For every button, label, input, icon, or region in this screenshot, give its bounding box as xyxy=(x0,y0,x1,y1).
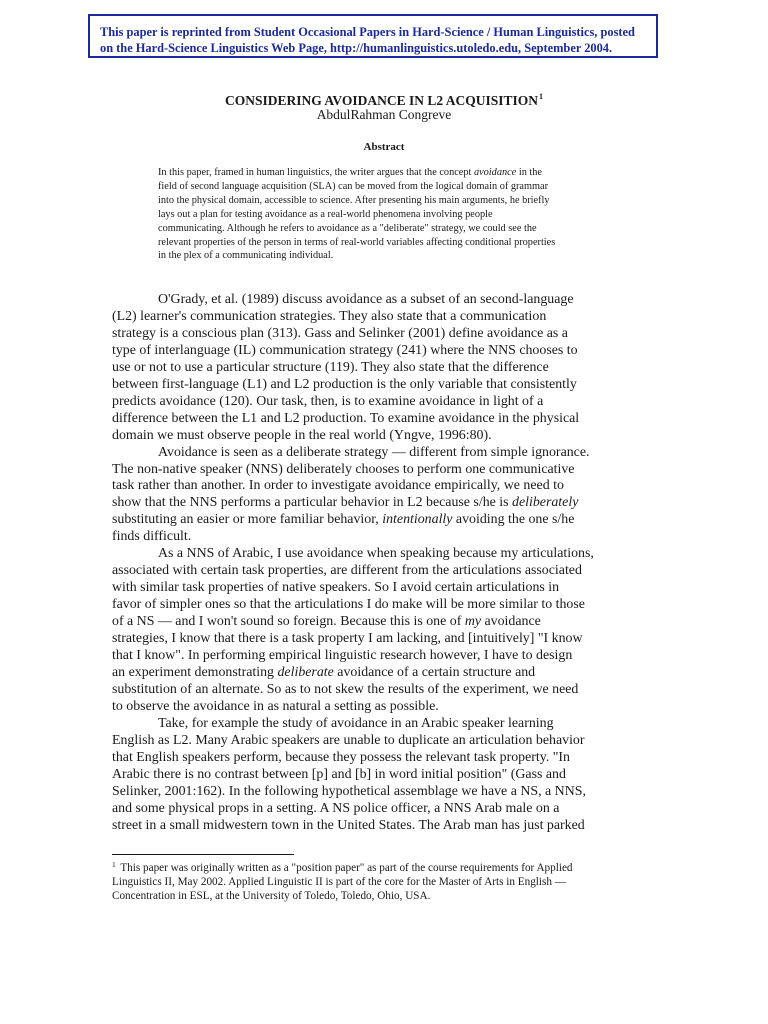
body-line: (L2) learner's communication strategies. They also state that a communication xyxy=(112,308,547,324)
footnote-line: Concentration in ESL, at the University of Toledo, Toledo, Ohio, USA. xyxy=(112,890,431,903)
abstract-line: relevant properties of the person in terms of real-world variables affecting conditional properties xyxy=(158,236,556,248)
reprint-notice-box xyxy=(88,14,658,58)
body-line: that English speakers perform, because they possess the relevant task property. "In xyxy=(112,749,571,765)
body-text xyxy=(112,292,594,835)
body-line: substituting an easier or more familiar behavior, intentionally avoiding the one s/he xyxy=(112,512,575,528)
footnote-line: Linguistics II, May 2002. Applied Linguistic II is part of the core for the Master of Arts in English — xyxy=(112,876,566,889)
abstract-line: into the physical domain, accessible to science. After presenting his main arguments, he briefly xyxy=(158,194,550,206)
abstract-line: communicating. Although he refers to avoidance as a "deliberate" strategy, we could see the xyxy=(158,222,537,234)
body-line: and some physical props in a setting. A NS police officer, a NNS Arab male on a xyxy=(112,800,560,816)
body-line: show that the NNS performs a particular behavior in L2 because s/he is deliberately xyxy=(112,495,579,511)
reprint-notice-line-2: on the Hard-Science Linguistics Web Page, http://humanlinguistics.utoledo.edu, September 2004. xyxy=(100,41,613,55)
body-line: between first-language (L1) and L2 production is the only variable that consistently xyxy=(112,376,577,392)
title-footnote-marker: 1 xyxy=(539,92,544,101)
body-line: strategy is a conscious plan (313). Gass and Selinker (2001) define avoidance as a xyxy=(112,325,568,341)
body-line: of a NS — and I won't sound so foreign. Because this is one of my avoidance xyxy=(112,614,541,630)
abstract-line: lays out a plan for testing avoidance as a real-world phenomena involving people xyxy=(158,208,493,220)
body-line: use or not to use a particular structure (119). They also state that the difference xyxy=(112,359,549,375)
body-emphasis: my xyxy=(464,614,482,630)
body-line: predicts avoidance (120). Our task, then, is to examine avoidance in light of a xyxy=(112,393,544,409)
body-line: Selinker, 2001:162). In the following hypothetical assemblage we have a NS, a NNS, xyxy=(112,783,586,799)
abstract-line: field of second language acquisition (SLA) can be moved from the logical domain of grammar xyxy=(158,180,549,192)
footnote xyxy=(112,858,573,904)
abstract-line: In this paper, framed in human linguistics, the writer argues that the concept avoidance in the xyxy=(158,167,543,178)
body-line: domain we must observe people in the real world (Yngve, 1996:80). xyxy=(112,427,492,443)
footnote-marker: 1 xyxy=(112,860,116,869)
body-line: substitution of an alternate. So as to not skew the results of the experiment, we need xyxy=(112,681,579,697)
body-line: Avoidance is seen as a deliberate strategy — different from simple ignorance. xyxy=(158,444,590,460)
body-line: associated with certain task properties, are different from the articulations associated xyxy=(112,563,582,579)
body-emphasis: intentionally xyxy=(382,512,453,528)
paper-author: AbdulRahman Congreve xyxy=(316,107,452,122)
body-line: street in a small midwestern town in the United States. The Arab man has just parked xyxy=(112,817,585,833)
body-line: Take, for example the study of avoidance in an Arabic speaker learning xyxy=(158,715,554,731)
body-line: difference between the L1 and L2 production. To examine avoidance in the physical xyxy=(112,410,580,426)
body-line: strategies, I know that there is a task property I am lacking, and [intuitively] "I know xyxy=(112,631,583,647)
footnote-separator xyxy=(112,854,294,855)
abstract-line: in the plex of a communicating individual. xyxy=(158,250,334,262)
body-line: O'Grady, et al. (1989) discuss avoidance as a subset of an second-language xyxy=(158,292,574,307)
abstract-text xyxy=(158,166,555,263)
body-emphasis: deliberately xyxy=(512,495,579,511)
footnote-line: $^1$ This paper was originally written as a "position paper" as part of the course requirements for Applied xyxy=(112,860,573,874)
body-line: an experiment demonstrating deliberate avoidance of a certain structure and xyxy=(112,664,536,680)
body-line: type of interlanguage (IL) communication strategy (241) where the NNS chooses to xyxy=(112,342,578,358)
reprint-notice-line-1: This paper is reprinted from Student Occasional Papers in Hard-Science / Human Linguistics, posted xyxy=(100,25,635,39)
body-line: Arabic there is no contrast between [p] and [b] in word initial position" (Gass and xyxy=(112,766,566,782)
body-line: with similar task properties of native speakers. So I avoid certain articulations in xyxy=(112,580,560,596)
body-line: favor of simpler ones so that the articulations I do make will be more similar to those xyxy=(112,597,585,613)
body-line: English as L2. Many Arabic speakers are unable to duplicate an articulation behavior xyxy=(112,732,585,748)
body-line: to observe the avoidance in as natural a setting as possible. xyxy=(112,698,439,714)
body-line: finds difficult. xyxy=(112,529,192,545)
body-line: The non-native speaker (NNS) deliberately chooses to perform one communicative xyxy=(112,461,575,477)
body-emphasis: deliberate xyxy=(277,664,334,680)
body-line: that I know". In performing empirical linguistic research however, I have to design xyxy=(112,648,573,664)
abstract-emphasis: avoidance xyxy=(473,167,517,178)
paper-title-text: CONSIDERING AVOIDANCE IN L2 ACQUISITION xyxy=(224,93,539,108)
body-line: As a NNS of Arabic, I use avoidance when speaking because my articulations, xyxy=(158,546,594,562)
body-line: task rather than another. In order to investigate avoidance empirically, we need to xyxy=(112,478,564,494)
abstract-heading: Abstract xyxy=(363,141,405,153)
